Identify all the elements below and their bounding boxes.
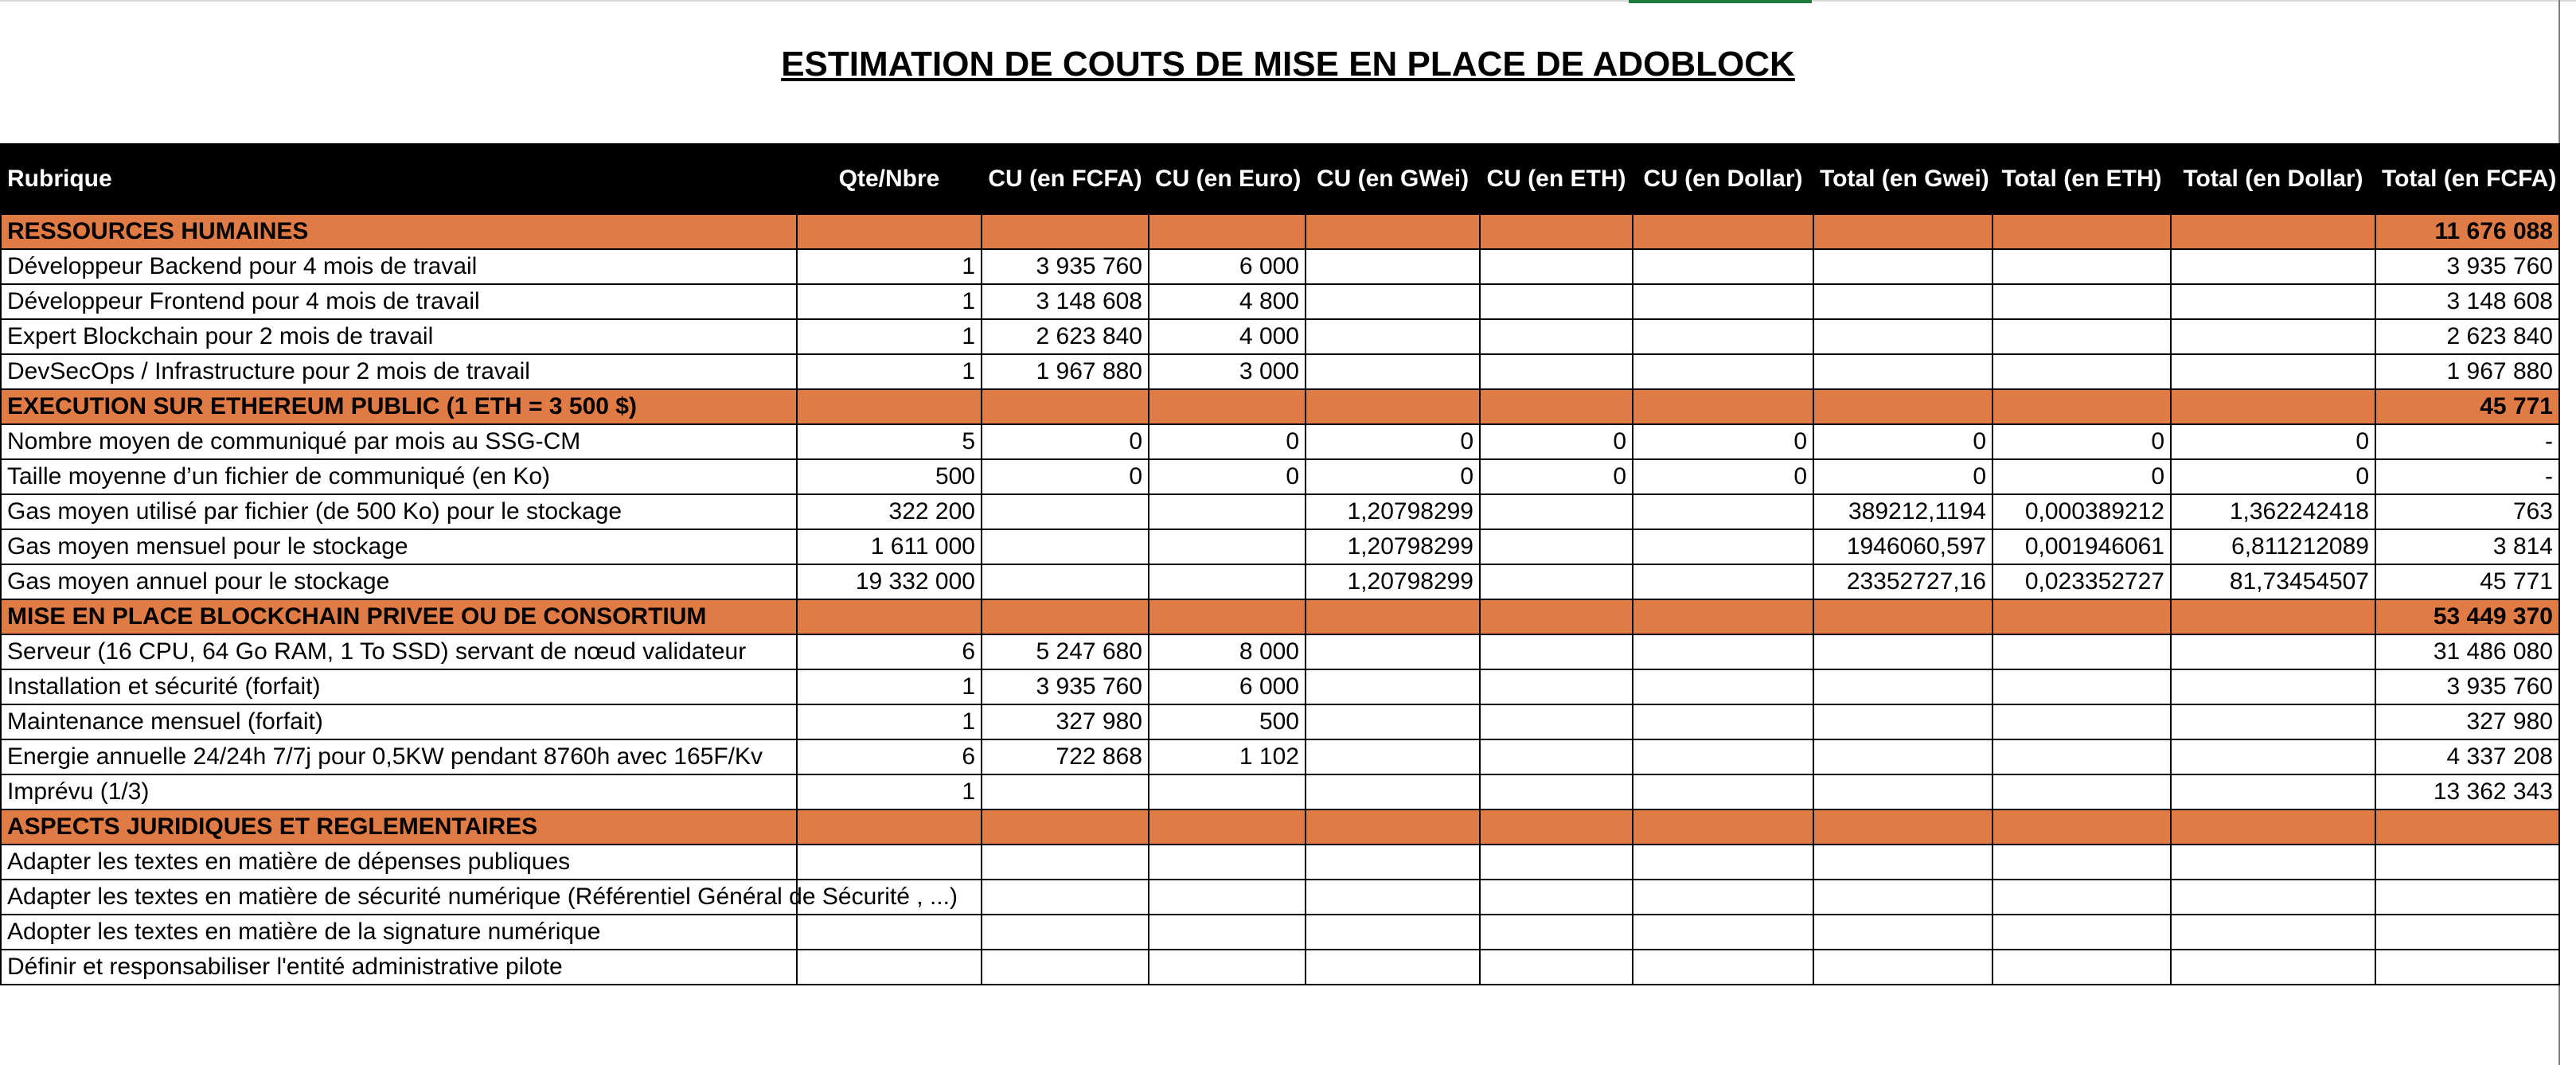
cell-rubrique[interactable]: Gas moyen mensuel pour le stockage [1, 529, 797, 564]
cell-cu-eth[interactable] [1480, 494, 1633, 529]
cell-cu-gwei[interactable] [1306, 739, 1480, 774]
cell-cu-fcfa[interactable]: 722 868 [982, 739, 1149, 774]
cell-cu-euro[interactable] [1149, 389, 1306, 424]
cell-total-eth[interactable] [1992, 634, 2171, 669]
cell-qte[interactable]: 1 [797, 249, 982, 284]
cell-rubrique[interactable]: Maintenance mensuel (forfait) [1, 704, 797, 739]
cell-cu-eth[interactable]: 0 [1480, 424, 1633, 459]
cell-total-fcfa[interactable]: - [2375, 424, 2559, 459]
table-row [1, 634, 2559, 669]
cell-total-gwei[interactable] [1813, 704, 1992, 739]
cell-cu-euro[interactable]: 500 [1149, 704, 1306, 739]
cell-cu-euro[interactable] [1149, 880, 1306, 915]
cell-qte[interactable]: 5 [797, 424, 982, 459]
cell-cu-gwei[interactable] [1306, 704, 1480, 739]
cell-cu-fcfa[interactable]: 0 [982, 459, 1149, 494]
cell-rubrique[interactable]: Energie annuelle 24/24h 7/7j pour 0,5KW pendant 8760h avec 165F/Kv [1, 739, 797, 774]
cell-total-eth[interactable] [1992, 739, 2171, 774]
cell-total-gwei[interactable]: 23352727,16 [1813, 564, 1992, 599]
cell-rubrique[interactable]: Développeur Frontend pour 4 mois de travail [1, 284, 797, 319]
cell-cu-eth[interactable] [1480, 880, 1633, 915]
cell-cu-fcfa[interactable]: 2 623 840 [982, 319, 1149, 354]
cell-total-gwei[interactable] [1813, 669, 1992, 704]
cell-total-dollar[interactable] [2171, 284, 2375, 319]
cell-total-eth[interactable] [1992, 599, 2171, 634]
cell-qte[interactable]: 6 [797, 634, 982, 669]
cell-cu-fcfa[interactable] [982, 880, 1149, 915]
cell-total-gwei[interactable] [1813, 880, 1992, 915]
cell-total-eth[interactable] [1992, 880, 2171, 915]
cell-cu-eth[interactable]: 0 [1480, 459, 1633, 494]
cell-cu-eth[interactable] [1480, 774, 1633, 809]
cell-cu-dollar[interactable] [1633, 634, 1813, 669]
cell-total-fcfa[interactable] [2375, 950, 2559, 985]
cell-qte[interactable] [797, 845, 982, 880]
cell-total-dollar[interactable] [2171, 880, 2375, 915]
table-row [1, 494, 2559, 529]
cell-total-eth[interactable]: 0,001946061 [1992, 529, 2171, 564]
table-row [1, 319, 2559, 354]
cell-cu-fcfa[interactable] [982, 389, 1149, 424]
cell-total-fcfa[interactable]: 45 771 [2375, 389, 2559, 424]
cell-qte[interactable]: 1 [797, 354, 982, 389]
cell-cu-dollar[interactable] [1633, 915, 1813, 950]
cell-total-gwei[interactable] [1813, 389, 1992, 424]
cell-cu-gwei[interactable] [1306, 634, 1480, 669]
cell-total-dollar[interactable]: 1,362242418 [2171, 494, 2375, 529]
cell-rubrique[interactable]: Adapter les textes en matière de sécurité numérique (Référentiel Général de Sécurité , ...) [1, 880, 797, 915]
cell-total-eth[interactable]: 0 [1992, 459, 2171, 494]
cell-cu-dollar[interactable] [1633, 880, 1813, 915]
cell-total-dollar[interactable] [2171, 249, 2375, 284]
col-header-cu-fcfa[interactable]: CU (en FCFA) [982, 144, 1149, 214]
cell-total-gwei[interactable] [1813, 599, 1992, 634]
cell-total-eth[interactable] [1992, 249, 2171, 284]
section-row [1, 214, 2559, 249]
col-header-total-eth[interactable]: Total (en ETH) [1992, 144, 2171, 214]
cell-rubrique[interactable]: Gas moyen utilisé par fichier (de 500 Ko) pour le stockage [1, 494, 797, 529]
header-row [1, 144, 2559, 214]
cell-rubrique[interactable]: Nombre moyen de communiqué par mois au SSG-CM [1, 424, 797, 459]
cell-total-dollar[interactable] [2171, 354, 2375, 389]
cell-qte[interactable]: 322 200 [797, 494, 982, 529]
cell-total-eth[interactable] [1992, 704, 2171, 739]
cell-total-gwei[interactable] [1813, 739, 1992, 774]
cell-cu-dollar[interactable] [1633, 599, 1813, 634]
cell-total-fcfa[interactable]: 31 486 080 [2375, 634, 2559, 669]
cell-cu-fcfa[interactable]: 3 935 760 [982, 669, 1149, 704]
cell-cu-euro[interactable]: 1 102 [1149, 739, 1306, 774]
cell-cu-dollar[interactable] [1633, 389, 1813, 424]
cell-total-eth[interactable] [1992, 354, 2171, 389]
cell-cu-eth[interactable] [1480, 950, 1633, 985]
cell-rubrique[interactable]: DevSecOps / Infrastructure pour 2 mois de travail [1, 354, 797, 389]
cell-total-gwei[interactable] [1813, 284, 1992, 319]
table-row [1, 354, 2559, 389]
col-header-cu-dollar[interactable]: CU (en Dollar) [1633, 144, 1813, 214]
cell-cu-fcfa[interactable] [982, 494, 1149, 529]
cell-qte[interactable]: 6 [797, 739, 982, 774]
cell-cu-gwei[interactable] [1306, 950, 1480, 985]
cell-rubrique[interactable]: Développeur Backend pour 4 mois de travail [1, 249, 797, 284]
cell-total-fcfa[interactable]: 45 771 [2375, 564, 2559, 599]
cell-cu-euro[interactable]: 0 [1149, 424, 1306, 459]
table-row [1, 284, 2559, 319]
cell-cu-eth[interactable] [1480, 529, 1633, 564]
cell-rubrique[interactable]: Installation et sécurité (forfait) [1, 669, 797, 704]
cell-cu-gwei[interactable] [1306, 774, 1480, 809]
cell-cu-eth[interactable] [1480, 354, 1633, 389]
cell-total-dollar[interactable] [2171, 809, 2375, 845]
cell-rubrique[interactable]: EXECUTION SUR ETHEREUM PUBLIC (1 ETH = 3 500 $) [1, 389, 797, 424]
cell-cu-eth[interactable] [1480, 845, 1633, 880]
cell-cu-euro[interactable] [1149, 564, 1306, 599]
cell-cu-eth[interactable] [1480, 739, 1633, 774]
cell-cu-fcfa[interactable]: 3 148 608 [982, 284, 1149, 319]
cell-total-dollar[interactable] [2171, 319, 2375, 354]
cell-cu-fcfa[interactable] [982, 529, 1149, 564]
cell-total-fcfa[interactable]: - [2375, 459, 2559, 494]
cell-total-dollar[interactable] [2171, 845, 2375, 880]
cell-total-dollar[interactable] [2171, 739, 2375, 774]
cell-cu-dollar[interactable] [1633, 249, 1813, 284]
cell-total-fcfa[interactable]: 13 362 343 [2375, 774, 2559, 809]
cell-total-fcfa[interactable]: 11 676 088 [2375, 214, 2559, 249]
table-row [1, 880, 2559, 915]
cell-cu-euro[interactable]: 0 [1149, 459, 1306, 494]
col-header-total-dollar[interactable]: Total (en Dollar) [2171, 144, 2375, 214]
cell-cu-euro[interactable]: 6 000 [1149, 669, 1306, 704]
cell-rubrique[interactable]: ASPECTS JURIDIQUES ET REGLEMENTAIRES [1, 809, 797, 845]
cell-total-dollar[interactable] [2171, 950, 2375, 985]
cell-total-gwei[interactable]: 0 [1813, 424, 1992, 459]
cell-cu-fcfa[interactable] [982, 915, 1149, 950]
cell-cu-dollar[interactable]: 0 [1633, 424, 1813, 459]
cell-total-dollar[interactable]: 0 [2171, 424, 2375, 459]
cell-total-eth[interactable] [1992, 950, 2171, 985]
cell-cu-eth[interactable] [1480, 319, 1633, 354]
cell-total-fcfa[interactable]: 3 935 760 [2375, 669, 2559, 704]
cell-cu-gwei[interactable] [1306, 389, 1480, 424]
cell-total-fcfa[interactable]: 763 [2375, 494, 2559, 529]
cell-cu-gwei[interactable] [1306, 669, 1480, 704]
cell-total-gwei[interactable] [1813, 319, 1992, 354]
cost-estimate-table [0, 143, 2560, 985]
cell-rubrique[interactable]: Définir et responsabiliser l'entité administrative pilote [1, 950, 797, 985]
cell-cu-euro[interactable] [1149, 950, 1306, 985]
cell-cu-euro[interactable] [1149, 774, 1306, 809]
cell-total-eth[interactable]: 0,023352727 [1992, 564, 2171, 599]
cell-cu-euro[interactable] [1149, 494, 1306, 529]
cell-total-gwei[interactable]: 1946060,597 [1813, 529, 1992, 564]
table-row [1, 249, 2559, 284]
cell-cu-dollar[interactable] [1633, 704, 1813, 739]
cell-total-eth[interactable] [1992, 214, 2171, 249]
table-row [1, 950, 2559, 985]
cell-rubrique[interactable]: Serveur (16 CPU, 64 Go RAM, 1 To SSD) servant de nœud validateur [1, 634, 797, 669]
cell-total-dollar[interactable] [2171, 915, 2375, 950]
cell-cu-gwei[interactable] [1306, 845, 1480, 880]
cell-cu-fcfa[interactable] [982, 599, 1149, 634]
cell-total-dollar[interactable] [2171, 599, 2375, 634]
cell-cu-dollar[interactable] [1633, 845, 1813, 880]
cell-qte[interactable] [797, 950, 982, 985]
cell-cu-eth[interactable] [1480, 389, 1633, 424]
cell-cu-fcfa[interactable] [982, 845, 1149, 880]
cell-cu-dollar[interactable] [1633, 739, 1813, 774]
cell-cu-gwei[interactable] [1306, 319, 1480, 354]
cell-total-fcfa[interactable] [2375, 845, 2559, 880]
col-header-total-gwei[interactable]: Total (en Gwei) [1813, 144, 1992, 214]
cell-cu-gwei[interactable] [1306, 249, 1480, 284]
cell-qte[interactable]: 1 611 000 [797, 529, 982, 564]
cell-cu-fcfa[interactable] [982, 564, 1149, 599]
cell-cu-fcfa[interactable] [982, 214, 1149, 249]
page-title: ESTIMATION DE COUTS DE MISE EN PLACE DE ADOBLOCK [781, 45, 1795, 84]
cell-cu-gwei[interactable]: 1,20798299 [1306, 494, 1480, 529]
cell-total-eth[interactable] [1992, 774, 2171, 809]
col-header-rubrique[interactable]: Rubrique [1, 144, 797, 214]
cell-rubrique[interactable]: MISE EN PLACE BLOCKCHAIN PRIVEE OU DE CONSORTIUM [1, 599, 797, 634]
cell-cu-eth[interactable] [1480, 669, 1633, 704]
cell-qte[interactable]: 500 [797, 459, 982, 494]
section-row [1, 599, 2559, 634]
cell-total-fcfa[interactable]: 1 967 880 [2375, 354, 2559, 389]
cell-qte[interactable]: 1 [797, 284, 982, 319]
cell-cu-fcfa[interactable]: 3 935 760 [982, 249, 1149, 284]
cell-total-fcfa[interactable]: 3 935 760 [2375, 249, 2559, 284]
table-row [1, 704, 2559, 739]
table-row [1, 459, 2559, 494]
cell-cu-fcfa[interactable] [982, 809, 1149, 845]
cell-total-gwei[interactable] [1813, 809, 1992, 845]
cell-total-fcfa[interactable] [2375, 880, 2559, 915]
cell-cu-dollar[interactable] [1633, 774, 1813, 809]
cell-cu-dollar[interactable] [1633, 529, 1813, 564]
table-row [1, 774, 2559, 809]
cell-qte[interactable]: 1 [797, 774, 982, 809]
cell-cu-gwei[interactable]: 1,20798299 [1306, 529, 1480, 564]
cell-total-gwei[interactable] [1813, 915, 1992, 950]
cell-total-gwei[interactable] [1813, 634, 1992, 669]
cell-rubrique[interactable]: Expert Blockchain pour 2 mois de travail [1, 319, 797, 354]
cell-cu-dollar[interactable] [1633, 214, 1813, 249]
cell-total-eth[interactable] [1992, 669, 2171, 704]
cell-cu-dollar[interactable] [1633, 494, 1813, 529]
cell-cu-eth[interactable] [1480, 564, 1633, 599]
cell-cu-gwei[interactable]: 0 [1306, 459, 1480, 494]
cell-total-dollar[interactable] [2171, 704, 2375, 739]
cell-cu-euro[interactable] [1149, 809, 1306, 845]
cell-rubrique[interactable]: Imprévu (1/3) [1, 774, 797, 809]
sheet-top-border [0, 0, 2576, 2]
cell-cu-euro[interactable]: 4 000 [1149, 319, 1306, 354]
cell-total-dollar[interactable] [2171, 634, 2375, 669]
cell-qte[interactable] [797, 599, 982, 634]
cell-cu-euro[interactable] [1149, 915, 1306, 950]
col-header-qte[interactable]: Qte/Nbre [797, 144, 982, 214]
table-row [1, 669, 2559, 704]
cell-cu-gwei[interactable] [1306, 214, 1480, 249]
cell-cu-gwei[interactable]: 1,20798299 [1306, 564, 1480, 599]
cell-cu-fcfa[interactable]: 327 980 [982, 704, 1149, 739]
cell-cu-fcfa[interactable]: 5 247 680 [982, 634, 1149, 669]
cell-total-dollar[interactable] [2171, 389, 2375, 424]
cell-cu-gwei[interactable] [1306, 880, 1480, 915]
cell-cu-euro[interactable]: 8 000 [1149, 634, 1306, 669]
cell-total-fcfa[interactable]: 3 814 [2375, 529, 2559, 564]
cell-total-fcfa[interactable]: 4 337 208 [2375, 739, 2559, 774]
cell-cu-dollar[interactable] [1633, 564, 1813, 599]
cell-cu-euro[interactable]: 6 000 [1149, 249, 1306, 284]
cell-qte[interactable]: 1 [797, 704, 982, 739]
table-row [1, 915, 2559, 950]
cell-cu-gwei[interactable] [1306, 599, 1480, 634]
table-body [1, 214, 2559, 985]
cell-total-gwei[interactable] [1813, 845, 1992, 880]
cell-total-fcfa[interactable]: 3 148 608 [2375, 284, 2559, 319]
cell-total-dollar[interactable]: 0 [2171, 459, 2375, 494]
selected-cell-marker [1629, 0, 1812, 3]
cell-total-gwei[interactable] [1813, 249, 1992, 284]
cell-rubrique[interactable]: Adopter les textes en matière de la signature numérique [1, 915, 797, 950]
cell-cu-dollar[interactable] [1633, 950, 1813, 985]
cell-qte[interactable] [797, 809, 982, 845]
cell-cu-eth[interactable] [1480, 214, 1633, 249]
cell-qte[interactable] [797, 915, 982, 950]
cell-total-dollar[interactable] [2171, 669, 2375, 704]
cell-total-gwei[interactable] [1813, 774, 1992, 809]
cell-total-gwei[interactable]: 0 [1813, 459, 1992, 494]
cell-rubrique[interactable]: RESSOURCES HUMAINES [1, 214, 797, 249]
table-row [1, 845, 2559, 880]
col-header-cu-gwei[interactable]: CU (en GWei) [1306, 144, 1480, 214]
cell-cu-eth[interactable] [1480, 915, 1633, 950]
cell-cu-fcfa[interactable]: 1 967 880 [982, 354, 1149, 389]
cell-qte[interactable] [797, 389, 982, 424]
cell-cu-euro[interactable] [1149, 845, 1306, 880]
cell-total-gwei[interactable] [1813, 950, 1992, 985]
cell-cu-dollar[interactable] [1633, 809, 1813, 845]
cell-total-eth[interactable] [1992, 845, 2171, 880]
cell-cu-eth[interactable] [1480, 704, 1633, 739]
cell-cu-eth[interactable] [1480, 809, 1633, 845]
cell-total-dollar[interactable]: 81,73454507 [2171, 564, 2375, 599]
table-row [1, 529, 2559, 564]
cell-total-fcfa[interactable]: 53 449 370 [2375, 599, 2559, 634]
table-row [1, 564, 2559, 599]
table-row [1, 424, 2559, 459]
cell-cu-fcfa[interactable]: 0 [982, 424, 1149, 459]
cell-cu-dollar[interactable]: 0 [1633, 459, 1813, 494]
cell-rubrique[interactable]: Gas moyen annuel pour le stockage [1, 564, 797, 599]
cell-total-gwei[interactable] [1813, 214, 1992, 249]
section-row [1, 809, 2559, 845]
cell-total-eth[interactable]: 0,000389212 [1992, 494, 2171, 529]
cell-qte[interactable]: 1 [797, 669, 982, 704]
cell-cu-gwei[interactable] [1306, 809, 1480, 845]
cell-cu-fcfa[interactable] [982, 774, 1149, 809]
cell-cu-dollar[interactable] [1633, 319, 1813, 354]
cell-cu-eth[interactable] [1480, 249, 1633, 284]
cell-total-eth[interactable] [1992, 809, 2171, 845]
cell-total-eth[interactable]: 0 [1992, 424, 2171, 459]
table-row [1, 739, 2559, 774]
cell-cu-euro[interactable] [1149, 214, 1306, 249]
cell-cu-euro[interactable] [1149, 599, 1306, 634]
cell-total-gwei[interactable] [1813, 354, 1992, 389]
cell-qte[interactable]: 1 [797, 319, 982, 354]
cell-cu-euro[interactable]: 3 000 [1149, 354, 1306, 389]
cell-cu-eth[interactable] [1480, 284, 1633, 319]
cell-cu-gwei[interactable] [1306, 915, 1480, 950]
cell-cu-dollar[interactable] [1633, 284, 1813, 319]
cell-total-dollar[interactable]: 6,811212089 [2171, 529, 2375, 564]
cell-cu-dollar[interactable] [1633, 669, 1813, 704]
cell-cu-eth[interactable] [1480, 599, 1633, 634]
cell-cu-euro[interactable]: 4 800 [1149, 284, 1306, 319]
cell-cu-dollar[interactable] [1633, 354, 1813, 389]
cell-total-dollar[interactable] [2171, 214, 2375, 249]
cell-cu-gwei[interactable] [1306, 354, 1480, 389]
cell-rubrique[interactable]: Adapter les textes en matière de dépenses publiques [1, 845, 797, 880]
cell-cu-eth[interactable] [1480, 634, 1633, 669]
cell-total-fcfa[interactable] [2375, 809, 2559, 845]
cell-total-eth[interactable] [1992, 284, 2171, 319]
cell-total-fcfa[interactable]: 2 623 840 [2375, 319, 2559, 354]
cell-total-eth[interactable] [1992, 319, 2171, 354]
cell-total-eth[interactable] [1992, 915, 2171, 950]
cell-total-fcfa[interactable]: 327 980 [2375, 704, 2559, 739]
cell-total-eth[interactable] [1992, 389, 2171, 424]
cell-cu-fcfa[interactable] [982, 950, 1149, 985]
cell-qte[interactable]: 19 332 000 [797, 564, 982, 599]
section-row [1, 389, 2559, 424]
cell-total-dollar[interactable] [2171, 774, 2375, 809]
cell-cu-gwei[interactable] [1306, 284, 1480, 319]
cell-total-gwei[interactable]: 389212,1194 [1813, 494, 1992, 529]
cell-cu-gwei[interactable]: 0 [1306, 424, 1480, 459]
col-header-cu-eth[interactable]: CU (en ETH) [1480, 144, 1633, 214]
cell-rubrique[interactable]: Taille moyenne d’un fichier de communiqué (en Ko) [1, 459, 797, 494]
col-header-cu-euro[interactable]: CU (en Euro) [1149, 144, 1306, 214]
col-header-total-fcfa[interactable]: Total (en FCFA) [2375, 144, 2559, 214]
cell-total-fcfa[interactable] [2375, 915, 2559, 950]
cell-cu-euro[interactable] [1149, 529, 1306, 564]
cell-qte[interactable] [797, 214, 982, 249]
